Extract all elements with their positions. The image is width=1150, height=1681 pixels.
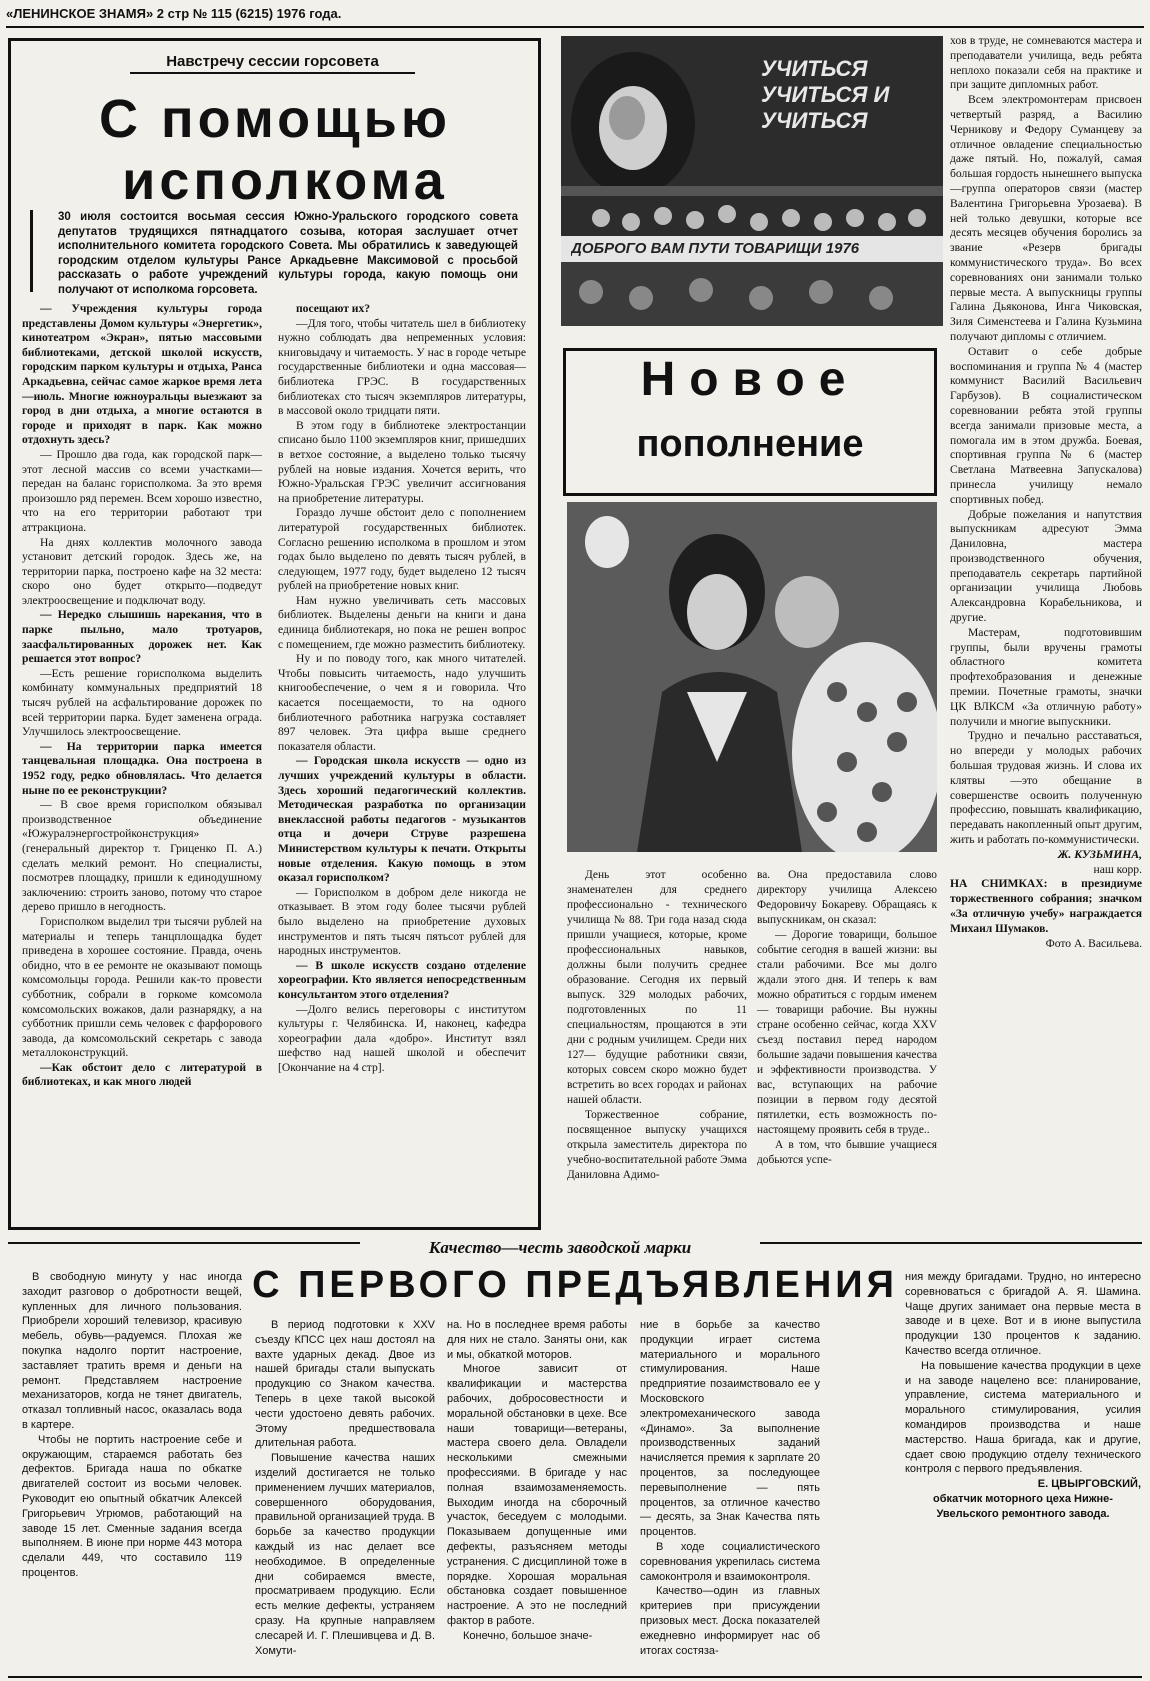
- a2c-p3: Добрые пожелания и напутствия выпускникам адресуют Эмма Даниловна, мастера производственного обучения, преподаватель секретарь партийной организации училища Любовь Александровна Корабельникова, и другие.: [950, 507, 1142, 625]
- a1c2-p6: — Городская школа искусств — одно из лучших учреждений культуры в области. Здесь хороший педагогический коллектив. Методическая разработка по организации внеклассной работы педагогов - музыкантов отца и дочери Струве разрешена Министерством культуры к печати. Открыты новые отделения. Какую помощь в этом оказал горисполком?: [278, 754, 526, 885]
- photo-presidium: [561, 36, 943, 326]
- a1c1-p8: —Как обстоит дело с литературой в библиотеках, и как много людей: [22, 1060, 262, 1089]
- article3-column-5: [905, 1270, 1141, 1678]
- a3c1-p0: В свободную минуту у нас иногда заходит разговор о добротности вещей, купленных для личного пользования. Приобрели хороший телевизор, красивую мебель, обувь—радуемся. Плохая же покупка надолго портит настроение, заставляет тратить время и деньги на ремонт. Представляем настроение механизаторов, когда не тянет двигатель, отказал топливный насос, оказалась вода в картере.: [22, 1271, 242, 1431]
- article3-column-3: [447, 1318, 627, 1678]
- a3c1-p1: Чтобы не портить настроение себе и окружающим, стараемся работать без дефектов. Бригада наша по обкатке двигателей состоит из восьми человек. Руководит ею опытный обкатчик Алексей Григорьевич Угрюмов, работающий на заводе 15 лет. Сменные задания всегда выполняем. В июне при норме 443 мотора сделали 449, что составило 119 процентов.: [22, 1433, 242, 1579]
- headline-popolnenie: пополнение: [636, 423, 864, 465]
- article1-column-2: [278, 302, 526, 1222]
- a2a-p1: Торжественное собрание, посвященное выпуску учащихся открыла заместитель директора по учебно-воспитательной работе Эмма Даниловна Адимо-: [567, 1109, 747, 1181]
- headline-s-pomoshchyu: С помощью: [99, 89, 451, 149]
- a2b-p1: — Дорогие товарищи, большое событие сегодня в вашей жизни: вы стали рабочими. Все мы долго ждали этого дня. И теперь к вам можно обратиться с гордым именем — товарищи рабочие. Вы нужны стране особенно сейчас, когда XXV съезд поставил перед народом большие задачи повышения качества и эффективности производства. У вас, вступающих на рабочие позиции в первом году десятой пятилетки, есть возможность по-настоящему проявить себя в труде..: [757, 929, 937, 1136]
- rubric-nakanune-sessii: Навстречу сессии горсовета: [130, 53, 415, 74]
- a2c-p2: Оставит о себе добрые воспоминания и группа № 4 (мастер коммунист Василий Васильевич Гарбузов). В социалистическом соревновании ребята этой группы всегда занимали призовые места, а помогала им в этом дружба. Боевая, спортивная группа № 6 (мастер Светлана Матвеевна Запускалова) принесла училищу немало спортивных побед.: [950, 344, 1142, 506]
- a1c1-p6: — В свое время горисполком обязывал производственное объединение «Южуралэнергостройконструкция» (генеральный директор т. Гриценко П. А.) сделать мелкий ремонт. Но специалисты, посмотрев площадку, пришли к единодушному заключению: строить заново, потому что старое дерево пришло в негодность.: [22, 798, 262, 914]
- photo-award: [567, 502, 937, 852]
- a2c-p4: Мастерам, подготовившим группы, были вручены грамоты областного комитета профтехобразования и денежные премии. Почетные грамоты, значки ЦК ВЛКСМ «За отличную работу» получили и многие выпускники.: [950, 625, 1142, 728]
- a1c2-p7: — Горисполком в добром деле никогда не отказывает. В этом году более тысячи рублей было выделено на приобретение духовых инструментов и пять тысяч пятьсот рублей для народных инструментов.: [278, 885, 526, 958]
- photo-captions: [950, 877, 1142, 936]
- a3c4-p0: ние в борьбе за качество продукции играет система материального и морального стимулирования. Наше предприятие позаимствовало ее у Московского электромеханического завода «Динамо». За выполнение производственных заданий начисляется премия к зарплате 20 процентов, за последующее перевыполнение — пять процентов, за отличное качество — десять, за Знак Качества пять процентов.: [640, 1319, 820, 1539]
- a1c2-p2: В этом году в библиотеке электростанции списано было 1100 экземпляров книг, пришедших в ветхое состояние, а выделено только тысячу рублей на новые издания. Хочется верить, что Южно-Уральская ГРЭС увеличит ассигнования на приобретение литературы.: [278, 418, 526, 505]
- photo-credit: Фото А. Васильева.: [1045, 936, 1142, 950]
- a1c2-p1: —Для того, чтобы читатель шел в библиотеку нужно соблюдать два непременных условия: книговыдачу и читаемость. У нас в городе четыре государственные библиотеки и одна массовая—библиотека ГРЭС. В государственных библиотеках сто тысяч экземпляров литературы, в массовой около тридцати пяти.: [278, 316, 526, 418]
- article2-column-b: [757, 868, 937, 1233]
- photo-award-drawing: [567, 502, 937, 852]
- a2c-p1: Всем электромонтерам присвоен четвертый разряд, а Василию Черникову и Федору Суманцеву за отличное овладение специальностью даже пятый. Но, пожалуй, самая большая гордость нынешнего выпуска—группа операторов связи (мастер Валентина Григорьевна Урозаева). В ней только девушки, которые все десять месяцев обучения боролись за звание «Резерв бригады коммунистического труда». Во всех соревнованиях они занимали только первые места. А выпускницы группы Галина Дьяконова, Инга Чиковская, Зиля Сименстеева и Галина Кузьмина получают дипломы с отличием.: [950, 93, 1142, 343]
- a2b-p2: А в том, что бывшие учащиеся добьются успе-: [757, 1139, 937, 1166]
- a1c1-p4: —Есть решение горисполкома выделить комбинату коммунальных предприятий 18 тысяч рублей на асфальтирование дорожек по всей территории парка. Будет заменена ограда. Улучшилось электроосвещение.: [22, 666, 262, 739]
- lead-side-rule: [30, 210, 33, 292]
- article2-column-a: [567, 868, 747, 1233]
- article3-column-2: [255, 1318, 435, 1678]
- a1c1-p5: — На территории парка имеется танцевальная площадка. Она построена в 1952 году, редко обновлялась. Что делается ныне по ее реконструкции?: [22, 739, 262, 797]
- a1c1-p2: На днях коллектив молочного завода установит детский городок. Здесь же, на территории парка, построено кафе на 32 места: скоро оно будет открыто—подведут электроосвещение и подключат воду.: [22, 535, 262, 607]
- a1c2-p0: посещают их?: [296, 302, 371, 315]
- banner-lenin-slogan: УЧИТЬСЯ УЧИТЬСЯ И УЧИТЬСЯ: [761, 56, 890, 133]
- article2-signature: Ж. КУЗЬМИНА,: [1057, 847, 1142, 861]
- a1c1-p0: — Учреждения культуры города представлены Домом культуры «Энергетик», кинотеатром «Экран», пятью массовыми библиотеками, детской школой искусств, городским парком культуры и отдыха, Ранса Аркадьевна, сейчас самое жаркое время лета—июль. Многие южноуральцы выезжают за город в дни отдыха, а многие остаются в городе и приходят в парк. Как можно отдохнуть здесь?: [22, 302, 262, 447]
- headline-s-pervogo: С ПЕРВОГО ПРЕДЪЯВЛЕНИЯ: [252, 1264, 898, 1306]
- a3c3-p0: на. Но в последнее время работы для них не стало. Заняты они, как и мы, обкаткой моторов.: [447, 1319, 627, 1361]
- rubric-kachestvo: Качество—честь заводской марки: [360, 1238, 760, 1258]
- article2-column-c: [950, 34, 1142, 1114]
- headline-ispolkoma: исполкома: [122, 151, 448, 211]
- a3c5-p0: ния между бригадами. Трудно, но интересно соревноваться с бригадой А. Я. Шамина. Чаще других занимает она первые места в заводе и в цехе. Вот и в июне выпустила продукции 130 процентов к заданию. Качество всегда отличное.: [905, 1271, 1141, 1357]
- article1-column-1: [22, 302, 262, 1222]
- article3-column-4: [640, 1318, 820, 1678]
- a3c4-p2: Качество—один из главных критериев при присуждении призовых мест. Доска показателей ежедневно информирует нас об итогах состяза-: [640, 1585, 820, 1657]
- a1c1-p1: — Прошло два года, как городской парк—этот лесной массив со всеми участками—передан на баланс горисполкома. За это время произошло ряд перемен. Всем хорошо известно, что на его территории работают три аттракциона.: [22, 447, 262, 534]
- article3-signature: Е. ЦВЫРГОВСКИЙ,: [1037, 1478, 1141, 1491]
- captions-text: в президиуме торжественного собрания; значком «За отличную учебу» награждается Михаил Шумаков.: [950, 877, 1142, 935]
- a1c2-p5: Ну и по поводу того, как много читателей. Чтобы повысить читаемость, надо улучшить книгообеспечение, о чем я и говорила. Что касается посещаемости, то на одного библиотечного работника нагрузка составляет 897 человек. Эта цифра выше среднего показателя области.: [278, 652, 526, 753]
- captions-title: НА СНИМКАХ:: [950, 877, 1048, 891]
- a3c4-p1: В ходе социалистического соревнования укрепилась система самоконтроля и взаимоконтроля.: [640, 1540, 820, 1583]
- article2-signature-role: наш корр.: [1093, 862, 1142, 876]
- a2c-p5: Трудно и печально расставаться, но впереди у молодых рабочих большая трудовая жизнь. И слова их клятвы —это обещание в совершенстве освоить полученную профессию, повышать квалификацию, передавать накопленный опыт другим, жить и работать по-коммунистически.: [950, 729, 1142, 847]
- article3-signature-role: обкатчик моторного цеха Нижне-Увельского ремонтного завода.: [933, 1492, 1113, 1520]
- a2c-p0: хов в труде, не сомневаются мастера и преподаватели училища, ведь ребята неплохо показали себя на практике и при защите дипломных работ.: [950, 34, 1142, 92]
- a3c2-p1: Повышение качества наших изделий достигается не только применением лучших материалов, совершенного оборудования, правильной организацией труда. В борьбе за качество продукции каждый из нас делает все необходимое. В определенные дни собираемся вместе, просматриваем продукцию. Если есть мелкие дефекты, устраняем сразу. На крупные направляем слесарей И. Г. Плешивцева и Д. В. Хомути-: [255, 1452, 435, 1657]
- masthead: «ЛЕНИНСКОЕ ЗНАМЯ» 2 стр № 115 (6215) 1976 года.: [6, 6, 1144, 28]
- a1c2-p8: — В школе искусств создано отделение хореографии. Кто является непосредственным консультантом этого отделения?: [278, 958, 526, 1001]
- a2b-p0: ва. Она предоставила слово директору училища Алексею Федоровичу Бокареву. Обращаясь к выпускникам, он сказал:: [757, 869, 937, 926]
- a1c1-p3: — Нередко слышишь нарекания, что в парке пыльно, мало тротуаров, заасфальтированных дорожек нет. Как решается этот вопрос?: [22, 608, 262, 666]
- a3c2-p0: В период подготовки к XXV съезду КПСС цех наш достоял на вахте ударных декад. Двое из нашей бригады стали выпускать продукцию со Знаком качества. Теперь в цехе такой высокой чести удостоено девять рабочих. Этому предшествовала длительная работа.: [255, 1319, 435, 1450]
- bottom-rule: [8, 1676, 1142, 1678]
- article3-column-1: [22, 1270, 242, 1678]
- a2a-p0: День этот особенно знаменателен для среднего профессионально - технического училища № 88. Три года назад сюда пришли учащиеся, которые, кроме профессиональных навыков, должны были получить среднее образование. Сегодня их первый выпуск. 329 молодых рабочих, подготовленных по 11 специальностям, прощаются в эти дни с родным училищем. Среди них 127— будущие работники связи, которых совсем скоро можно будет встретить во всех городах и районах нашей области.: [567, 869, 747, 1106]
- a3c5-p1: На повышение качества продукции в цехе и на заводе нацелено все: планирование, управление, система материального и морального стимулирования, усилия командиров производства и наше мастерство. Наша бригада, как и другие, сдает свою продукцию отделу технического контроля с первого предъявления.: [905, 1359, 1141, 1476]
- headline-novoe: Новое: [640, 353, 860, 406]
- lead-paragraph: 30 июля состоится восьмая сессия Южно-Уральского городского совета депутатов трудящихся пятнадцатого созыва, которая заслушает отчет исполнительного комитета городского Совета. Мы обратились к заведующей городским отделом культуры Рансе Аркадьевне Максимовой с просьбой рассказать о работе учреждений культуры города, какую помощь они получают от исполкома горсовета.: [58, 211, 518, 296]
- a3c3-p1: Многое зависит от квалификации и мастерства рабочих, добросовестности и моральной обстановки в цехе. Все наши товарищи—ветераны, мастера своего дела. Овладели несколькими смежными профессиями. В бригаде у нас полная взаимозаменяемость. Выходим иногда на сборочный участок, беседуем с молодыми. Показываем допущенные ими дефекты, разъясняем методы устранения. С дисциплиной тоже в порядке. Хорошая моральная обстановка создает повышенное настроение. А это не последний фактор в работе.: [447, 1363, 627, 1627]
- a3c3-p2: Конечно, большое значе-: [463, 1629, 593, 1642]
- a1c1-p7: Горисполком выделил три тысячи рублей на материалы и теперь танцплощадка будет приведена в хорошее состояние. Правда, очень обидно, что в ее ремонте не оказывают помощь комсомольцы города. Решили как-то провести субботник, собрали в горкоме комсомола комсомольских вожаков, дали разнарядку, а на субботник пришли семь человек с фарфорового завода, да комсомольский секретарь с завода металлоконструкций.: [22, 914, 262, 1060]
- a1c2-p3: Гораздо лучше обстоит дело с пополнением литературой государственных библиотек. Согласно решению исполкома в прошлом и этом годах было выделено по девять тысяч рублей, в следующем, 1977 году, будет выделено 12 тысяч рублей на приобретение новых книг.: [278, 506, 526, 593]
- a1c2-p9: —Долго велись переговоры с институтом культуры г. Челябинска. И, наконец, кафедра хореографии дала «добро». Институт взял шефство над нашей школой и обеспечит [Окончание на 4 стр].: [278, 1002, 526, 1074]
- a1c2-p4: Нам нужно увеличивать сеть массовых библиотек. Выделены деньги на книги и дана единица библиотекаря, но пока не решен вопрос с помещением, где можно разместить библиотеку.: [278, 593, 526, 651]
- banner-dobrogo-puti: ДОБРОГО ВАМ ПУТИ ТОВАРИЩИ 1976: [571, 240, 860, 257]
